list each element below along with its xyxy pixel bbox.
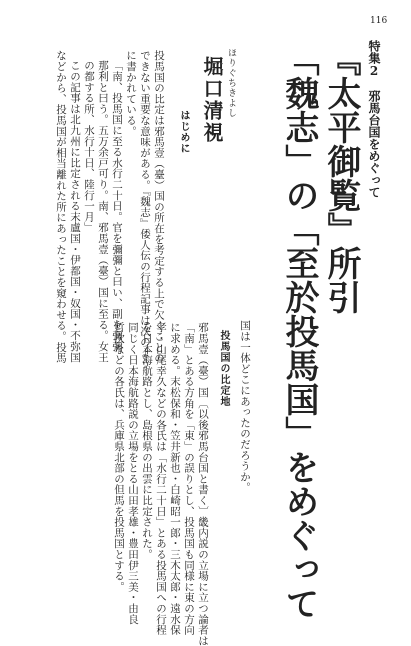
intro-line: 投馬国の比定は邪馬壹（臺）国の所在を考定する上で欠くことの bbox=[153, 50, 165, 364]
continuation-line: 国は一体どこにあったのだろうか。 bbox=[239, 320, 251, 493]
body-line: 邪馬壹（臺）国〔以後邪馬台国と書く〕畿内説の立場に立つ論者は bbox=[197, 322, 209, 646]
body-line: 孝・山尾幸久などの各氏は「水行二十日」とある投馬国への行程 bbox=[155, 322, 167, 636]
body-line: 同じく日本海航路説の立場をとる山田孝雄・豊田伊三美・由良 bbox=[127, 322, 139, 625]
intro-line: この記事は北九州に比定される末盧国・伊都国・奴国・不弥国 bbox=[69, 60, 81, 363]
body-line: を日本海航路とし、島根県の出雲に比定された。 bbox=[141, 322, 153, 560]
author-ruby: ほりぐちきよし bbox=[226, 48, 236, 118]
title-line-2: 「魏志」の「至於投馬国」をめぐって bbox=[279, 42, 319, 620]
body-line: 哲次などの各氏は、兵庫県北部の但馬を投馬国とする。 bbox=[113, 322, 125, 592]
body-line: 「南」とある方角を「東」の誤りとし、投馬国も同様に東の方向 bbox=[183, 322, 195, 636]
author-name: 堀口清視 bbox=[200, 56, 224, 144]
intro-line: できない重要な意味がある。『魏志』倭人伝の行程記事は次のよう bbox=[139, 50, 151, 369]
intro-line: 「南、投馬国に至る水行二十日。官を彌彌と曰い、副を彌彌 bbox=[111, 60, 123, 352]
series-label: 特集2 邪馬台国をめぐって bbox=[367, 40, 381, 198]
body-line: に求める。末松保和・笠井新也・白崎昭一郎・三木太郎・遠水保 bbox=[169, 322, 181, 636]
intro-line: の都する所、水行十日、陸行一月」 bbox=[83, 60, 95, 233]
intro-line: 那利と曰う。五万余戸可り。南、邪馬壹（臺）国に至る。女王 bbox=[97, 60, 109, 363]
intro-line: に書かれている。 bbox=[125, 50, 137, 137]
section-heading-candidates: 投馬国の比定地 bbox=[218, 330, 229, 407]
intro-line: などから、投馬国が相当離れた所にあったことを窺わせる。投馬 bbox=[55, 50, 67, 364]
title-line-1: 『太平御覧』所引 bbox=[321, 42, 361, 314]
section-heading-intro: はじめに bbox=[178, 110, 189, 154]
page-number: 116 bbox=[370, 16, 388, 26]
